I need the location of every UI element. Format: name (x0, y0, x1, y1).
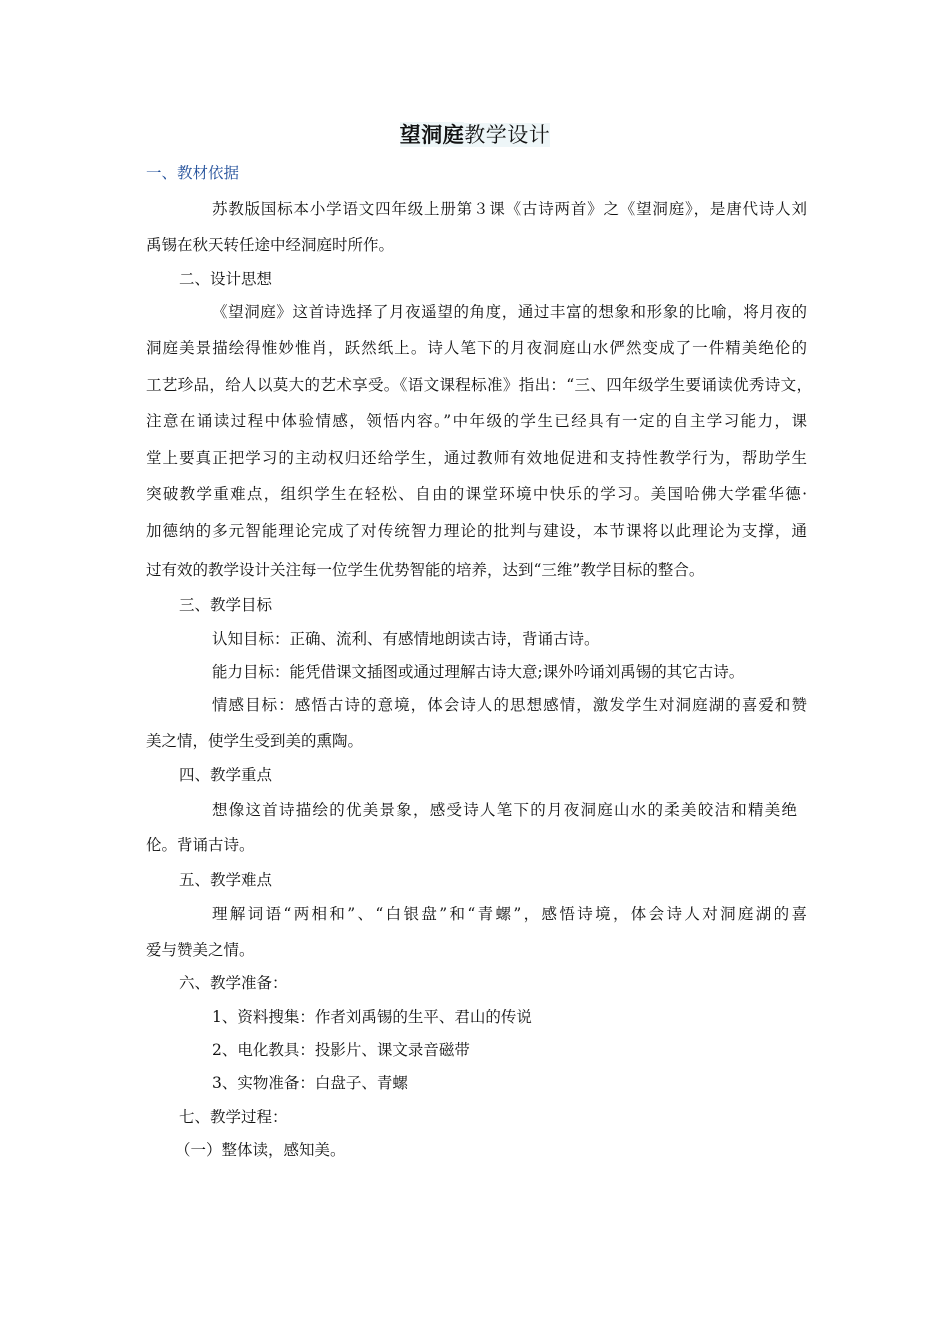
paragraph-line: 突破教学重难点，组织学生在轻松、自由的课堂环境中快乐的学习。美国哈佛大学霍华德· (146, 485, 807, 503)
paragraph-line: 认知目标：正确、流利、有感情地朗读古诗，背诵古诗。 (212, 630, 600, 648)
title-rest-part: 教学设计 (464, 123, 551, 147)
subsection-heading: （一）整体读，感知美。 (175, 1141, 346, 1159)
section-heading-1: 一、教材依据 (146, 164, 240, 182)
paragraph-line: 加德纳的多元智能理论完成了对传统智力理论的批判与建设，本节课将以此理论为支撑，通 (146, 522, 807, 540)
paragraph-line: 能力目标：能凭借课文插图或通过理解古诗大意;课外吟诵刘禹锡的其它古诗。 (212, 663, 745, 681)
section-heading-7: 七、教学过程： (179, 1108, 288, 1126)
section-heading-6: 六、教学准备： (179, 974, 288, 992)
paragraph-line: 注意在诵读过程中体验情感，领悟内容。”中年级的学生已经具有一定的自主学习能力，课 (146, 412, 807, 430)
list-item: 3、实物准备：白盘子、青螺 (212, 1074, 408, 1092)
paragraph-line: 爱与赞美之情。 (146, 941, 255, 959)
paragraph-line: 洞庭美景描绘得惟妙惟肖，跃然纸上。诗人笔下的月夜洞庭山水俨然变成了一件精美绝伦的 (146, 339, 807, 357)
section-heading-4: 四、教学重点 (179, 766, 273, 784)
title-bold-part: 望洞庭 (399, 122, 465, 147)
paragraph-line: 禹锡在秋天转任途中经洞庭时所作。 (146, 236, 395, 254)
section-heading-2: 二、设计思想 (179, 270, 273, 288)
paragraph-line: 苏教版国标本小学语文四年级上册第３课《古诗两首》之《望洞庭》，是唐代诗人刘 (212, 200, 807, 218)
paragraph-line: 伦。背诵古诗。 (146, 836, 255, 854)
section-heading-5: 五、教学难点 (179, 871, 273, 889)
paragraph-line: 美之情，使学生受到美的熏陶。 (146, 732, 364, 750)
list-item: 2、电化教具：投影片、课文录音磁带 (212, 1041, 470, 1059)
paragraph-line: 情感目标：感悟古诗的意境，体会诗人的思想感情，激发学生对洞庭湖的喜爱和赞 (212, 696, 807, 714)
paragraph-line: 想像这首诗描绘的优美景象，感受诗人笔下的月夜洞庭山水的柔美皎洁和精美绝 (212, 801, 797, 819)
paragraph-line: 《望洞庭》这首诗选择了月夜遥望的角度，通过丰富的想象和形象的比喻，将月夜的 (212, 303, 807, 321)
list-item: 1、资料搜集：作者刘禹锡的生平、君山的传说 (212, 1008, 532, 1026)
paragraph-line: 工艺珍品，给人以莫大的艺术享受。《语文课程标准》指出：“三、四年级学生要诵读优秀诗文， (146, 376, 812, 394)
paragraph-line: 理解词语“两相和”、“白银盘”和“青螺”，感悟诗境，体会诗人对洞庭湖的喜 (212, 905, 807, 923)
section-heading-3: 三、教学目标 (179, 596, 273, 614)
document-title (0, 120, 950, 150)
paragraph-line: 过有效的教学设计关注每一位学生优势智能的培养，达到“三维”教学目标的整合。 (146, 561, 705, 579)
paragraph-line: 堂上要真正把学习的主动权归还给学生，通过教师有效地促进和支持性教学行为，帮助学生 (146, 449, 807, 467)
